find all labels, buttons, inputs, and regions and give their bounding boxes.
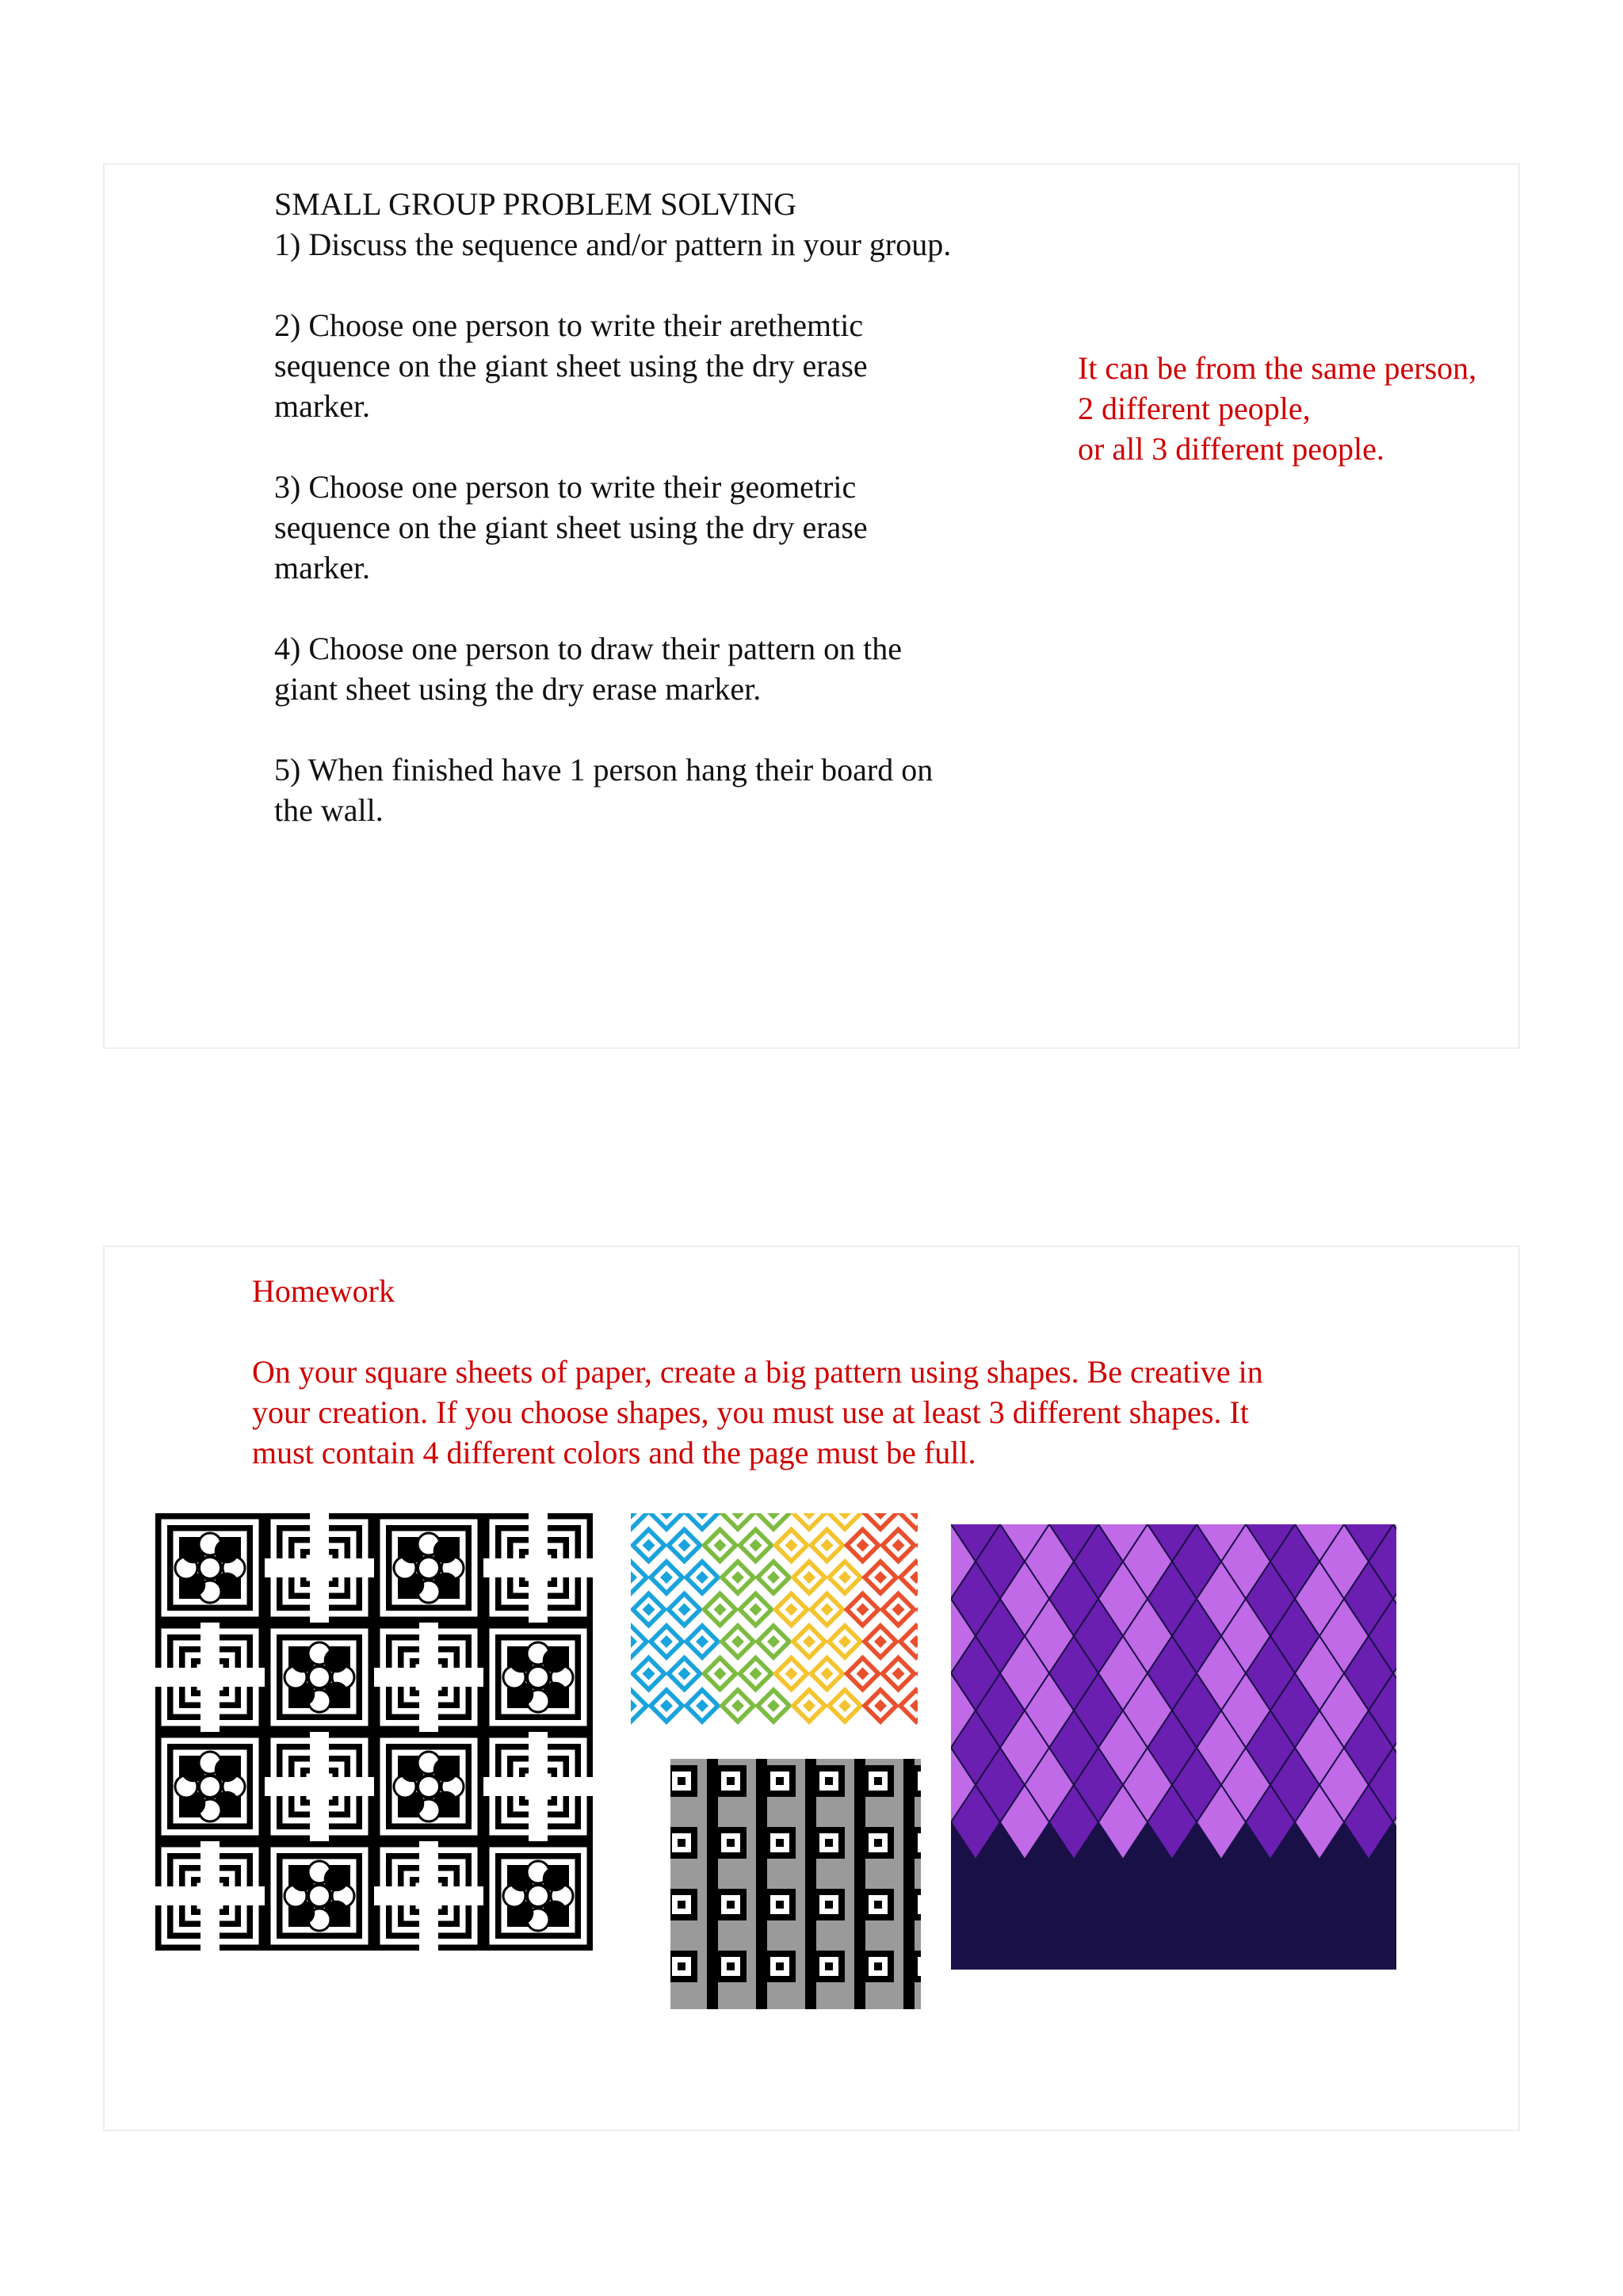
step-4-line: 4) Choose one person to draw their pattern on the (274, 631, 903, 666)
instructions-block (274, 184, 1035, 830)
homework-line: must contain 4 different colors and the page must be full. (252, 1435, 976, 1470)
rainbow-diamond-pattern (631, 1513, 918, 1727)
slide-1 (103, 163, 1520, 1049)
step-3-line: 3) Choose one person to write their geometric (274, 469, 857, 505)
slide-heading: SMALL GROUP PROBLEM SOLVING (274, 186, 796, 222)
step-5-line: the wall. (274, 792, 384, 828)
note-line: or all 3 different people. (1078, 431, 1384, 467)
homework-body (252, 1352, 1425, 1473)
homework-line: your creation. If you choose shapes, you must use at least 3 different shapes. It (252, 1394, 1249, 1430)
homework-line: On your square sheets of paper, create a big pattern using shapes. Be creative in (252, 1354, 1263, 1390)
homework-title: Homework (252, 1273, 395, 1309)
step-3-line: sequence on the giant sheet using the dry erase (274, 509, 868, 545)
grey-key-pattern (670, 1759, 921, 2009)
step-3-line: marker. (274, 550, 371, 585)
step-5-line: 5) When finished have 1 person hang their board on (274, 752, 934, 788)
step-2-line: sequence on the giant sheet using the dry erase (274, 348, 868, 383)
step-1: 1) Discuss the sequence and/or pattern in your group. (274, 227, 952, 262)
slide-2 (103, 1245, 1520, 2131)
note-block (1078, 348, 1522, 469)
step-2-line: 2) Choose one person to write their arethemtic (274, 307, 864, 343)
black-white-op-art-pattern (155, 1513, 593, 1951)
step-4-line: giant sheet using the dry erase marker. (274, 671, 762, 707)
step-2-line: marker. (274, 388, 371, 424)
note-line: 2 different people, (1078, 391, 1311, 426)
purple-argyle-pattern (951, 1524, 1396, 1970)
note-line: It can be from the same person, (1078, 350, 1477, 386)
